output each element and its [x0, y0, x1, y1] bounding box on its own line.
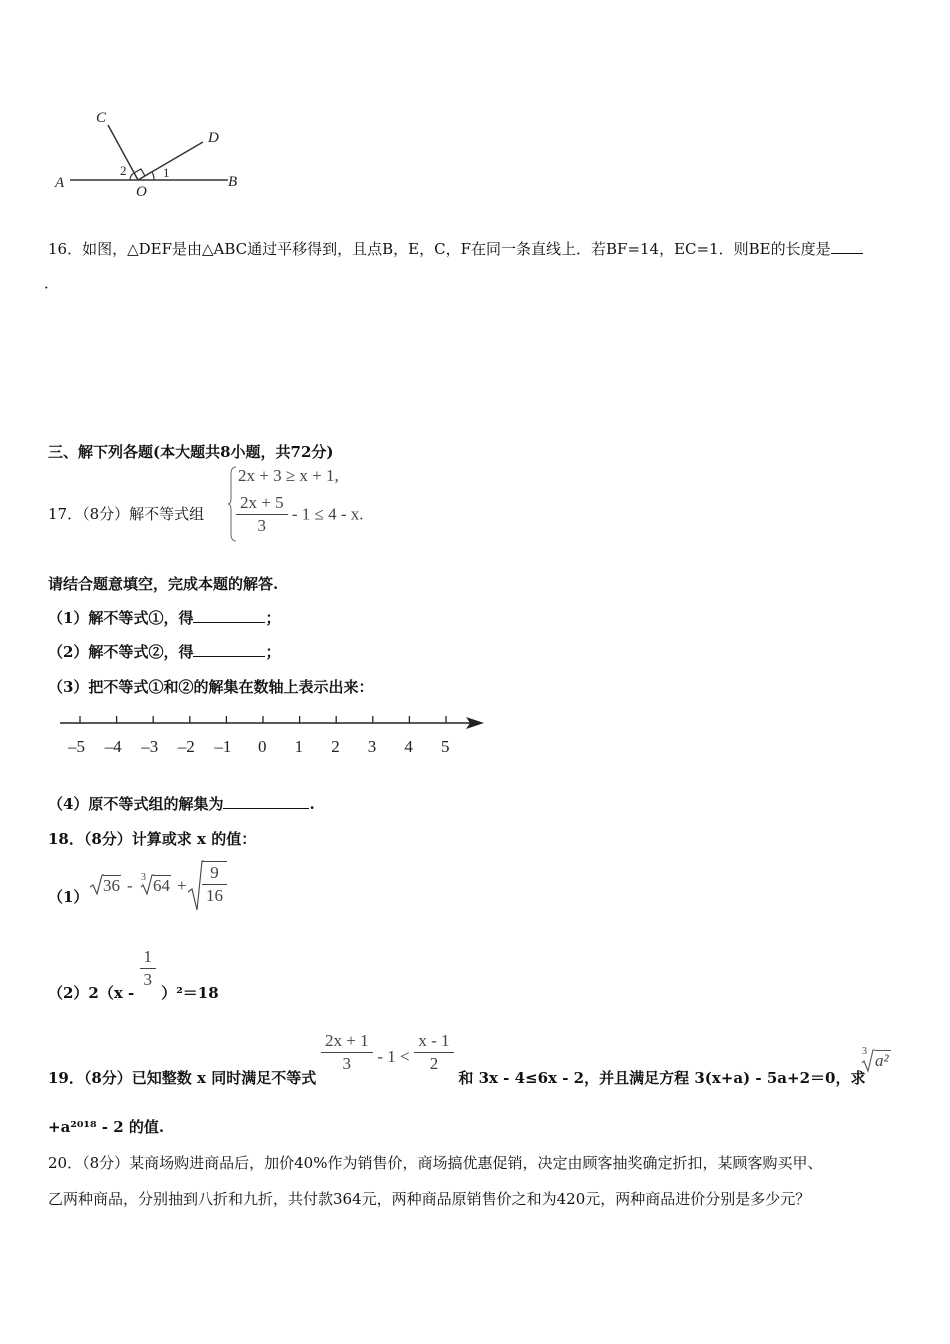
q17-ineq1-text: 2x + 3 ≥ x + 1, [238, 466, 339, 485]
cbrt-64-radicand: 64 [153, 876, 170, 895]
q18-part2-label: （2）2（x - [48, 983, 135, 1002]
number-line-label: –1 [214, 737, 232, 756]
q16-end: ． [44, 274, 60, 292]
number-line-label: 2 [331, 737, 340, 756]
q19-root-index: 3 [862, 1046, 867, 1057]
question-16 [48, 238, 863, 259]
q17-part1-text: （1）解不等式①，得 [48, 609, 194, 627]
q17-part-3: （3）把不等式①和②的解集在数轴上表示出来： [48, 678, 374, 696]
q19-fraction-1 [321, 1030, 373, 1075]
q19-frac1-num: 2x + 1 [321, 1030, 373, 1053]
q17-part2-blank[interactable] [193, 642, 265, 657]
label-b: B [228, 174, 238, 190]
q18-part1-label: （1） [48, 888, 89, 906]
number-line-label: –4 [104, 737, 122, 756]
q18-minus: - [127, 876, 133, 895]
number-line [58, 710, 488, 758]
q19-frac2-den: 2 [429, 1054, 439, 1073]
q19-fraction-2 [414, 1030, 453, 1075]
number-line-label: 5 [441, 737, 450, 756]
q17-part2-end: ； [265, 643, 281, 661]
q18-part2-fraction [140, 946, 157, 991]
q19-frac1-den: 3 [342, 1054, 352, 1073]
q17-instruction: 请结合题意填空，完成本题的解答. [48, 575, 279, 593]
q17-ineq2-rest: - 1 ≤ 4 - x. [291, 504, 364, 524]
q17-ineq2-fraction [236, 492, 288, 537]
q19-mid: - 1 < [377, 1046, 410, 1066]
q17-part-1 [48, 607, 280, 628]
number-line-label: 3 [367, 737, 377, 756]
q19-root-body: a² [875, 1051, 889, 1070]
angle-2-arc [130, 173, 134, 180]
q19-prefix: 19．（8分）已知整数 x 同时满足不等式 [48, 1068, 317, 1087]
q19-frac2-num: x - 1 [414, 1030, 453, 1053]
number-line-label: 0 [258, 737, 267, 756]
q17-part4-blank[interactable] [223, 794, 309, 809]
q17-part-4 [48, 793, 315, 814]
number-line-label: 4 [404, 737, 413, 756]
q19-line-2: +a²⁰¹⁸ - 2 的值. [48, 1118, 165, 1136]
q17-part-2 [48, 641, 280, 662]
q17-prefix [48, 503, 204, 524]
q16-answer-blank[interactable] [831, 239, 863, 254]
q18-part2-frac-num: 1 [140, 946, 157, 969]
q17-part1-blank[interactable] [193, 608, 265, 623]
number-line-label: –2 [177, 737, 195, 756]
label-d: D [208, 130, 219, 146]
cbrt-sign [140, 874, 154, 896]
q17-inequality-1 [238, 466, 339, 486]
q19-cube-root [861, 1047, 901, 1075]
question-19 [48, 1030, 866, 1087]
angle-1-arc [152, 172, 154, 180]
q18-title: 18．（8分）计算或求 x 的值： [48, 830, 257, 848]
q17-inequality-2 [236, 492, 364, 537]
q17-part1-end: ； [265, 609, 281, 627]
section-3-title: 三、解下列各题(本大题共8小题，共72分) [48, 443, 334, 461]
q18-frac-denominator: 16 [206, 886, 223, 905]
number-line-label: 1 [294, 737, 304, 756]
q18-fraction [202, 861, 227, 907]
q19-root-sign [861, 1049, 875, 1073]
q16-text: 16．如图，△DEF是由△ABC通过平移得到，且点B，E，C，F在同一条直线上．若BF=14，EC=1．则BE的长度是 [48, 240, 831, 258]
q17-ineq2-numerator: 2x + 5 [236, 492, 288, 515]
sqrt-sign-1 [90, 874, 104, 896]
q18-frac-numerator: 9 [202, 862, 227, 885]
q20-line-1: 20．（8分）某商场购进商品后，加价40%作为销售价，商场搞优惠促销，决定由顾客抽奖确定折扣，某顾客购买甲、 [48, 1154, 823, 1172]
q18-part2-rest: ）²＝18 [161, 983, 219, 1002]
q18-part2-frac-den: 3 [143, 970, 152, 989]
q18-plus: + [177, 876, 187, 895]
label-o: O [136, 184, 147, 200]
q19-suffix: 和 3x - 4≤6x - 2，并且满足方程 3(x+a) - 5a+2＝0，求 [458, 1068, 866, 1087]
q17-ineq2-denominator: 3 [257, 516, 267, 535]
q20-line-2: 乙两种商品，分别抽到八折和九折，共付款364元，两种商品原销售价之和为420元，两种商品进价分别是多少元？ [48, 1190, 811, 1208]
label-c: C [96, 110, 107, 126]
label-a: A [55, 175, 65, 191]
q17-part4-end: . [309, 795, 315, 813]
sqrt-36-radicand: 36 [103, 876, 120, 895]
q17-part4-text: （4）原不等式组的解集为 [48, 795, 224, 813]
cbrt-index: 3 [141, 872, 146, 883]
angle-figure [48, 100, 258, 200]
ray-od [138, 142, 203, 180]
label-angle-2: 2 [120, 163, 127, 178]
q17-prefix-text: 17．（8分）解不等式组 [48, 505, 205, 523]
label-angle-1: 1 [163, 165, 170, 180]
q17-part2-text: （2）解不等式②，得 [48, 643, 194, 661]
q18-part2 [48, 946, 219, 1002]
number-line-label: –3 [141, 737, 159, 756]
number-line-label: –5 [68, 737, 85, 756]
